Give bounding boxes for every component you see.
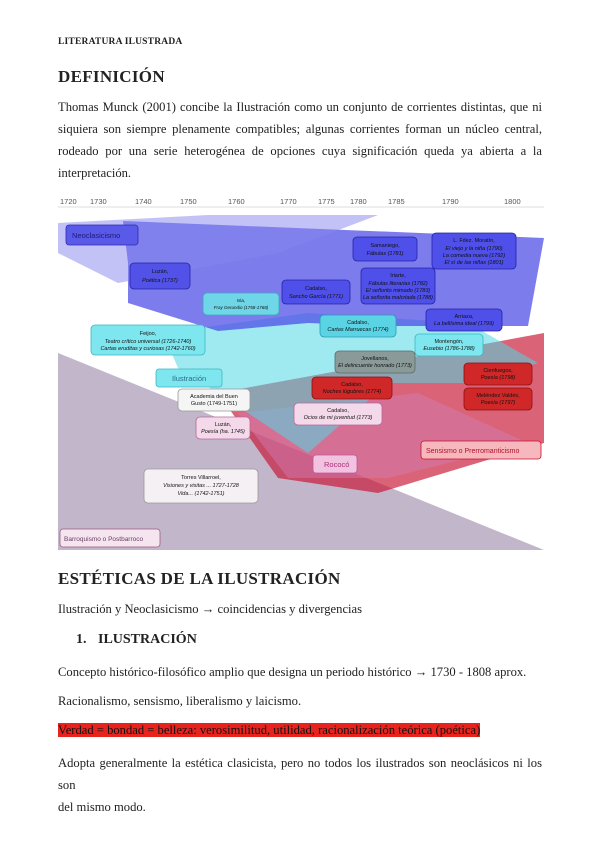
work-montengon-title: Eusebio (1786-1788) <box>423 346 475 352</box>
work-cadalso-author: Cadalso, <box>341 382 363 388</box>
work-samaniego-author: Samaniego, <box>370 243 400 249</box>
year-tick: 1740 <box>135 197 152 206</box>
work-jovellanos-author: Jovellanos, <box>361 356 389 362</box>
work-cadalso-title: Noches lúgubres (1774) <box>322 389 382 395</box>
work-box-luzan-poetica <box>130 263 190 289</box>
work-box-academia <box>178 389 250 411</box>
work-box-cienfuegos <box>464 363 532 385</box>
work-melendez-author: Meléndez Valdés, <box>476 393 520 399</box>
work-moratin-title: La comedia nueva (1792) <box>442 253 506 259</box>
paragraph-concepto: Concepto histórico-filosófico amplio que designa un periodo histórico → 1730 - 1808 aprox. <box>58 665 527 679</box>
work-luzan-title: Poética (1737) <box>142 278 178 284</box>
work-villarroel-author: Torres Villarroel, <box>181 475 221 481</box>
section-title-esteticas: ESTÉTICAS DE LA ILUSTRACIÓN <box>58 569 341 588</box>
subsection-number: 1. <box>76 632 87 647</box>
work-academia-line: Academia del Buen <box>190 394 238 400</box>
year-tick: 1750 <box>180 197 197 206</box>
definition-paragraph <box>58 96 542 184</box>
label-barroquismo: Barroquismo o Postbarroco <box>64 536 144 543</box>
label-sensismo: Sensismo o Prerromanticismo <box>426 448 520 455</box>
year-tick: 1770 <box>280 197 297 206</box>
year-tick: 1730 <box>90 197 107 206</box>
work-box-arriaza <box>426 309 502 331</box>
work-jovellanos-title: El delincuente honrado (1773) <box>338 363 412 369</box>
year-tick: 1720 <box>60 197 77 206</box>
work-moratin-author: L. Fdez. Moratín, <box>453 238 495 244</box>
work-luzan-author: Luzán, <box>151 269 169 275</box>
paragraph-line: del mismo modo. <box>58 800 146 814</box>
paragraph-racionalismo: Racionalismo, sensismo, liberalismo y laicismo. <box>58 694 302 708</box>
work-iriarte-author: Iriarte, <box>390 273 406 279</box>
work-luzan-author: Luzán, <box>214 422 232 428</box>
work-box-melendez <box>464 388 532 410</box>
definition-line: Thomas Munck (2001) concibe la Ilustración como un conjunto de corrientes distintas, que ni <box>58 100 542 114</box>
work-iriarte-title: Fábulas literarias (1782) <box>368 281 428 287</box>
section-title-definicion: DEFINICIÓN <box>58 67 165 86</box>
work-luzan-title: Poesía (ha. 1745) <box>201 429 245 435</box>
work-moratin-title: El sí de las niñas (1801) <box>444 260 504 266</box>
work-cienfuegos-author: Cienfuegos, <box>483 368 513 374</box>
year-tick: 1780 <box>350 197 367 206</box>
work-arriaza-title: La bellísima ideal (1799) <box>434 321 494 327</box>
work-montengon-author: Montengón, <box>434 339 464 345</box>
work-cadalso-title: Ocios de mi juventud (1773) <box>303 415 373 421</box>
work-box-isla <box>203 293 279 315</box>
label-neoclasicismo: Neoclasicismo <box>72 231 121 240</box>
work-arriaza-author: Arriaza, <box>454 314 474 320</box>
work-isla-author: Isla, <box>236 298 246 303</box>
subsection-title: ILUSTRACIÓN <box>98 632 197 647</box>
label-ilustracion: Ilustración <box>172 374 207 383</box>
work-samaniego-title: Fábulas (1781) <box>366 251 404 257</box>
label-rococo: Rococó <box>324 460 350 469</box>
paragraph-adopta <box>58 752 542 818</box>
work-moratin-title: El viejo y la niña (1790) <box>445 246 503 252</box>
work-box-jovellanos <box>335 351 415 373</box>
definition-line: interpretación. <box>58 166 132 180</box>
work-villarroel-title: Vida... (1742-1751) <box>177 491 225 497</box>
work-box-cadalso-cartas <box>320 315 396 337</box>
work-box-luzan-poesia <box>196 417 250 439</box>
work-feijoo-author: Feijoo, <box>139 331 157 337</box>
subsection-heading <box>76 632 197 648</box>
work-box-cadalso-ocios <box>294 403 382 425</box>
work-academia-line: Gusto (1749-1751) <box>190 401 238 407</box>
running-header: LITERATURA ILUSTRADA <box>58 37 183 47</box>
work-cadalso-title: Sancho García (1771) <box>288 294 344 300</box>
paragraph-line: Adopta generalmente la estética clasicista, pero no todos los ilustrados son neoclásicos ni los son <box>58 756 542 792</box>
paragraph-verdad <box>58 723 480 738</box>
highlighted-text: Verdad = bondad = belleza: verosimilitud, utilidad, racionalización teórica (poética) <box>58 723 481 737</box>
work-cadalso-title: Cartas Marruecas (1774) <box>327 327 389 333</box>
definition-line: rodeado por una serie heterogénea de opciones cuya significación queda ya abierta a la <box>58 144 542 158</box>
currents-timeline-figure <box>58 193 544 550</box>
year-tick: 1760 <box>228 197 245 206</box>
year-tick: 1790 <box>442 197 459 206</box>
work-cadalso-author: Cadalso, <box>327 408 349 414</box>
work-isla-title: Fray Gerundio (1758-1768) <box>213 305 269 310</box>
work-cadalso-author: Cadalso, <box>347 320 369 326</box>
work-cadalso-author: Cadalso, <box>305 286 327 292</box>
work-box-cadalso-noches <box>312 377 392 399</box>
year-tick: 1775 <box>318 197 335 206</box>
work-iriarte-title: El señorito mimado (1783) <box>365 288 431 294</box>
work-cienfuegos-title: Poesía (1798) <box>480 375 516 381</box>
work-iriarte-title: La señorita malcriada (1788) <box>362 295 434 301</box>
esteticas-subtitle: Ilustración y Neoclasicismo → coincidencias y divergencias <box>58 602 363 616</box>
year-tick: 1785 <box>388 197 405 206</box>
work-villarroel-title: Visiones y visitas ... 1727-1728 <box>163 483 239 489</box>
work-box-montengon <box>415 334 483 356</box>
work-melendez-title: Poesía (1797) <box>480 400 516 406</box>
definition-line: siquiera son siempre plenamente compatibles; algunas corrientes forman un núcleo central, <box>58 122 542 136</box>
work-box-cadalso-sancho <box>282 280 350 304</box>
work-feijoo-title: Cartas eruditas y curiosas (1742-1760) <box>100 346 196 352</box>
year-tick: 1800 <box>504 197 521 206</box>
work-box-samaniego <box>353 237 417 261</box>
work-feijoo-title: Teatro crítico universal (1726-1740) <box>104 339 192 345</box>
